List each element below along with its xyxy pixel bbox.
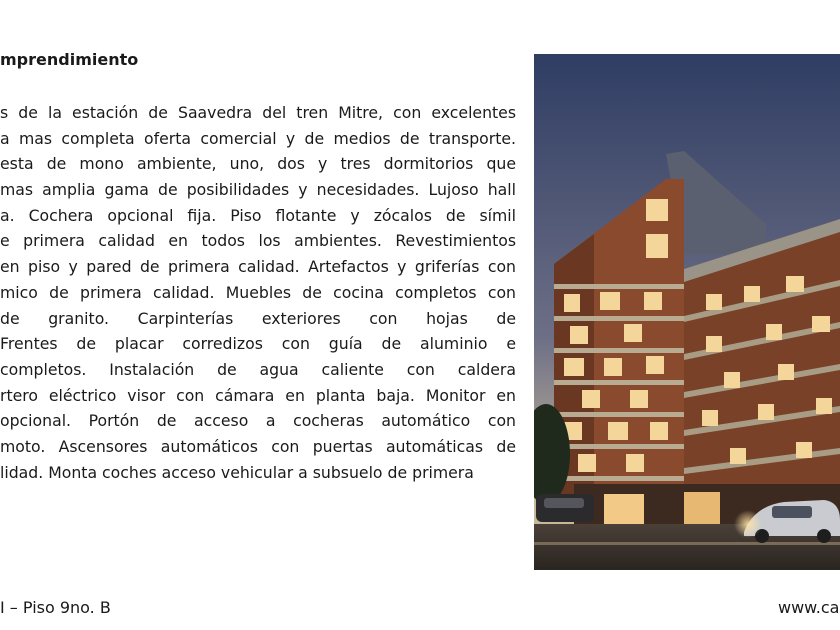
description-line: s de la estación de Saavedra del tren Mitre, con excelentes xyxy=(0,103,516,122)
description-line: e primera calidad en todos los ambientes. Revestimientos xyxy=(0,231,516,251)
description-line: a. Cochera opcional fija. Piso flotante y zócalos de símil xyxy=(0,205,516,225)
footer-website-link[interactable]: www.ca xyxy=(778,598,840,617)
description-paragraph xyxy=(0,100,516,485)
description-line: completos. Instalación de agua caliente con caldera xyxy=(0,359,516,379)
description-line: esta de mono ambiente, uno, dos y tres dormitorios que xyxy=(0,154,516,174)
description-line: Frentes de placar corredizos con guía de aluminio e xyxy=(0,334,516,354)
description-line: mico de primera calidad. Muebles de cocina completos con xyxy=(0,282,516,302)
building-rendering-image xyxy=(534,54,840,570)
description-line: lidad. Monta coches acceso vehicular a subsuelo de primera xyxy=(0,462,474,482)
description-line: en piso y pared de primera calidad. Artefactos y griferías con xyxy=(0,257,516,277)
footer-address: I – Piso 9no. B xyxy=(0,598,111,617)
description-line: mas amplia gama de posibilidades y necesidades. Lujoso hall xyxy=(0,180,516,200)
description-line: opcional. Portón de acceso a cocheras automático con xyxy=(0,411,516,431)
description-line: a mas completa oferta comercial y de medios de transporte. xyxy=(0,128,516,148)
description-line: de granito. Carpinterías exteriores con hojas de xyxy=(0,308,516,328)
description-line: moto. Ascensores automáticos con puertas automáticas de xyxy=(0,436,516,456)
section-heading: mprendimiento xyxy=(0,50,139,69)
description-line: rtero eléctrico visor con cámara en planta baja. Monitor en xyxy=(0,385,516,405)
